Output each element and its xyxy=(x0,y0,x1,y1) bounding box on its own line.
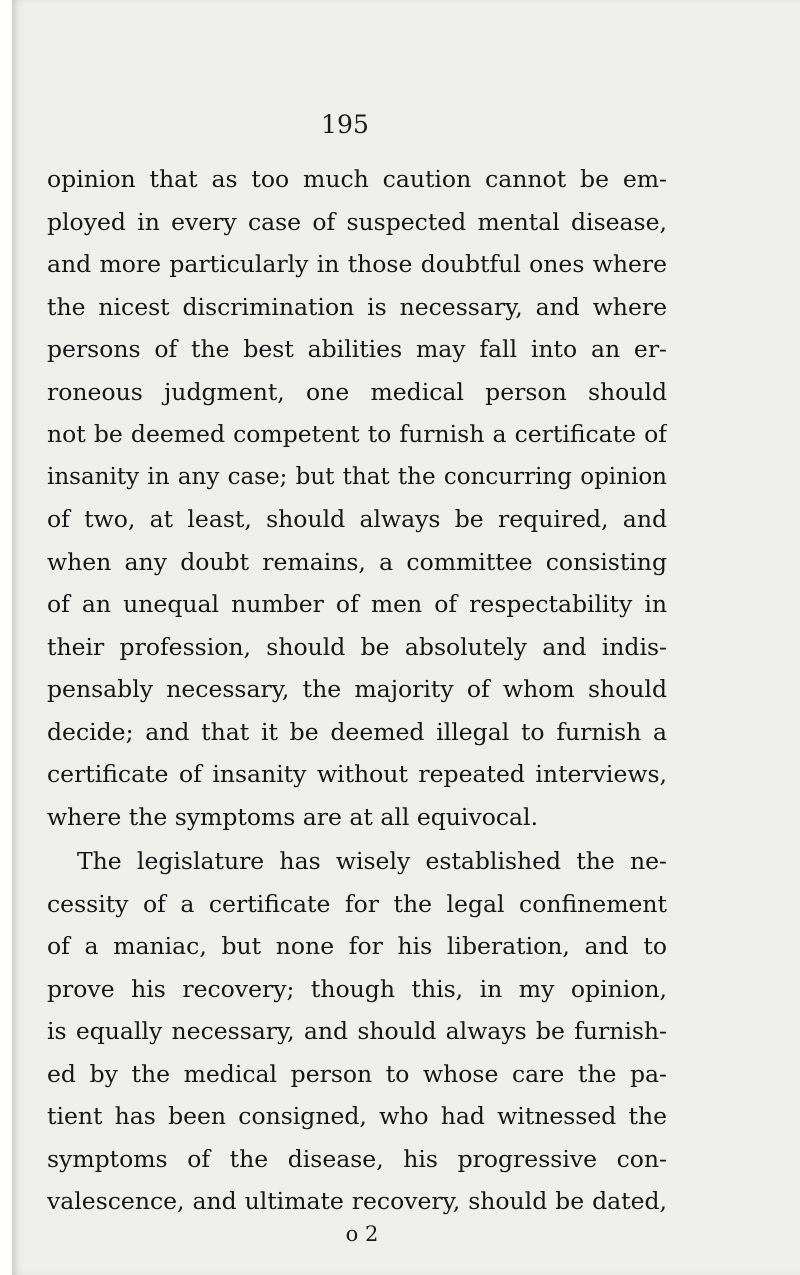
text-line: valescence, and ultimate recovery, should be dated, xyxy=(47,1187,667,1215)
text-line: of an unequal number of men of respectability in xyxy=(47,590,667,618)
text-line: not be deemed competent to furnish a certificate of xyxy=(47,420,667,448)
text-line: insanity in any case; but that the concurring opinion xyxy=(47,463,667,490)
text-line: the nicest discrimination is necessary, and where xyxy=(47,292,667,321)
text-line: their profession, should be absolutely and indis- xyxy=(47,632,667,661)
text-line: ployed in every case of suspected mental disease, xyxy=(47,207,667,236)
text-line: symptoms of the disease, his progressive con- xyxy=(47,1144,667,1173)
text-line: prove his recovery; though this, in my opinion, xyxy=(47,974,667,1003)
text-line: and more particularly in those doubtful ones where xyxy=(47,250,667,278)
body-text xyxy=(47,158,667,1223)
text-line: persons of the best abilities may fall into an er- xyxy=(47,335,667,363)
page-number-text: 195 xyxy=(321,110,369,139)
signature-mark-text: o 2 xyxy=(345,1222,379,1246)
text-line: roneous judgment, one medical person should xyxy=(47,377,667,406)
text-line: The legislature has wisely established the ne- xyxy=(77,847,667,875)
text-line: certificate of insanity without repeated interviews, xyxy=(47,760,667,788)
page-number xyxy=(13,110,800,139)
text-line: ed by the medical person to whose care the pa- xyxy=(47,1059,667,1088)
text-line: tient has been consigned, who had witnessed the xyxy=(47,1102,667,1130)
text-line: cessity of a certificate for the legal confinement xyxy=(47,889,667,918)
text-line: of a maniac, but none for his liberation, and to xyxy=(47,932,667,960)
book-page xyxy=(12,0,800,1275)
text-line: opinion that as too much caution cannot be em- xyxy=(47,165,667,193)
text-line: pensably necessary, the majority of whom should xyxy=(47,675,667,703)
text-line: when any doubt remains, a committee consisting xyxy=(47,547,667,576)
signature-mark xyxy=(13,1222,800,1246)
text-line: is equally necessary, and should always be furnish- xyxy=(47,1017,667,1045)
text-line: decide; and that it be deemed illegal to furnish a xyxy=(47,717,667,746)
text-line: of two, at least, should always be required, and xyxy=(47,505,667,533)
text-line: where the symptoms are at all equivocal. xyxy=(47,802,539,831)
